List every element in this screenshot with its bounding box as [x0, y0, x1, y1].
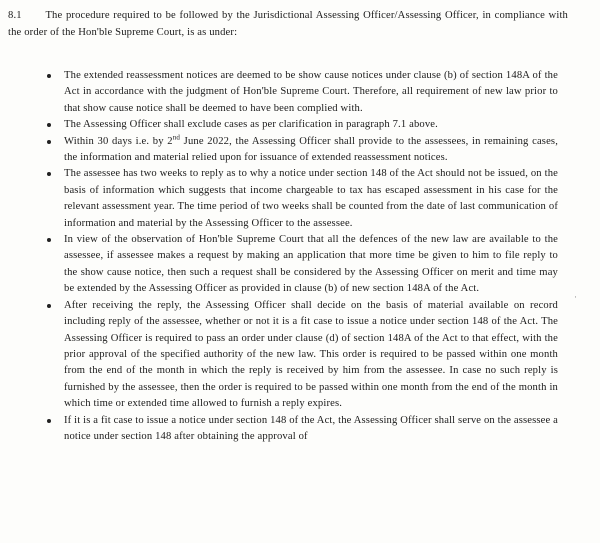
list-item: [64, 117, 558, 133]
bullet-icon: [47, 304, 51, 308]
bullet-icon: [47, 238, 51, 242]
list-item: [64, 298, 558, 413]
section-intro-text: The procedure required to be followed by the Jurisdictional Assessing Officer/Assessing Officer, in compliance with the order of the Hon'ble Supreme Court, is as under:: [8, 10, 568, 38]
list-item-text: The Assessing Officer shall exclude cases as per clarification in paragraph 7.1 above.: [64, 119, 438, 131]
scan-speck: ·: [574, 292, 577, 302]
list-item-text-end: June 2022, the Assessing Officer shall provide to the assessees, in remaining cases, the information and material relied upon for issuance of extended reassessment notices.: [64, 135, 558, 164]
bullet-icon: [47, 172, 51, 176]
list-item-text: After receiving the reply, the Assessing Officer shall decide on the basis of material available on record including reply of the assessee, whether or not it is a fit case to issue a notice under section 148 of the Act. The Assessing Officer is required to pass an order under clause (d) of section 148A of the Act to that effect, with the prior approval of the specified authority of the new law. This order is required to be passed within one month from the end of the month in which the reply is received by him from the assessee. In case no such reply is furnished by the assessee, then the order is required to be passed within one month from the end of the month in which time or extended time allowed to furnish a reply expires.: [64, 299, 558, 410]
bullet-icon: [47, 419, 51, 423]
bullet-icon: [47, 74, 51, 78]
list-item-text: The assessee has two weeks to reply as to why a notice under section 148 of the Act should not be issued, on the basis of information which suggests that income chargeable to tax has escaped assessment in his case for the relevant assessment year. The time period of two weeks shall be counted from the date of last communication of information and material by the Assessing Officer to the assessee.: [64, 168, 558, 229]
section-number: 8.1: [8, 10, 22, 21]
list-item: [64, 68, 558, 117]
list-item-text: In view of the observation of Hon'ble Supreme Court that all the defences of the new law are available to the assessee, if assessee makes a request by making an application that more time be given to him to file reply to the show cause notice, then such a request shall be considered by the Assessing Officer on merit and time may be extended by the Assessing Officer as provided in clause (b) of new section 148A of the Act.: [64, 234, 558, 295]
list-item: [64, 134, 558, 167]
section-heading: [8, 8, 568, 41]
list-item-text: If it is a fit case to issue a notice under section 148 of the Act, the Assessing Officer shall serve on the assessee a notice under section 148 after obtaining the approval of: [64, 414, 558, 442]
list-item-text: The extended reassessment notices are deemed to be show cause notices under clause (b) of section 148A of the Act in accordance with the judgment of Hon'ble Supreme Court. Therefore, all requirement of new law prior to that show cause notice shall be deemed to have been complied with.: [64, 70, 558, 114]
list-item: [64, 413, 558, 446]
date-ordinal-suffix: nd: [172, 133, 181, 142]
bullet-icon: [47, 140, 51, 144]
list-item: [64, 232, 558, 298]
procedure-list: [0, 68, 600, 445]
list-item-text-start: Within 30 days i.e. by 2: [64, 135, 173, 147]
list-item: [64, 166, 558, 232]
bullet-icon: [47, 123, 51, 127]
